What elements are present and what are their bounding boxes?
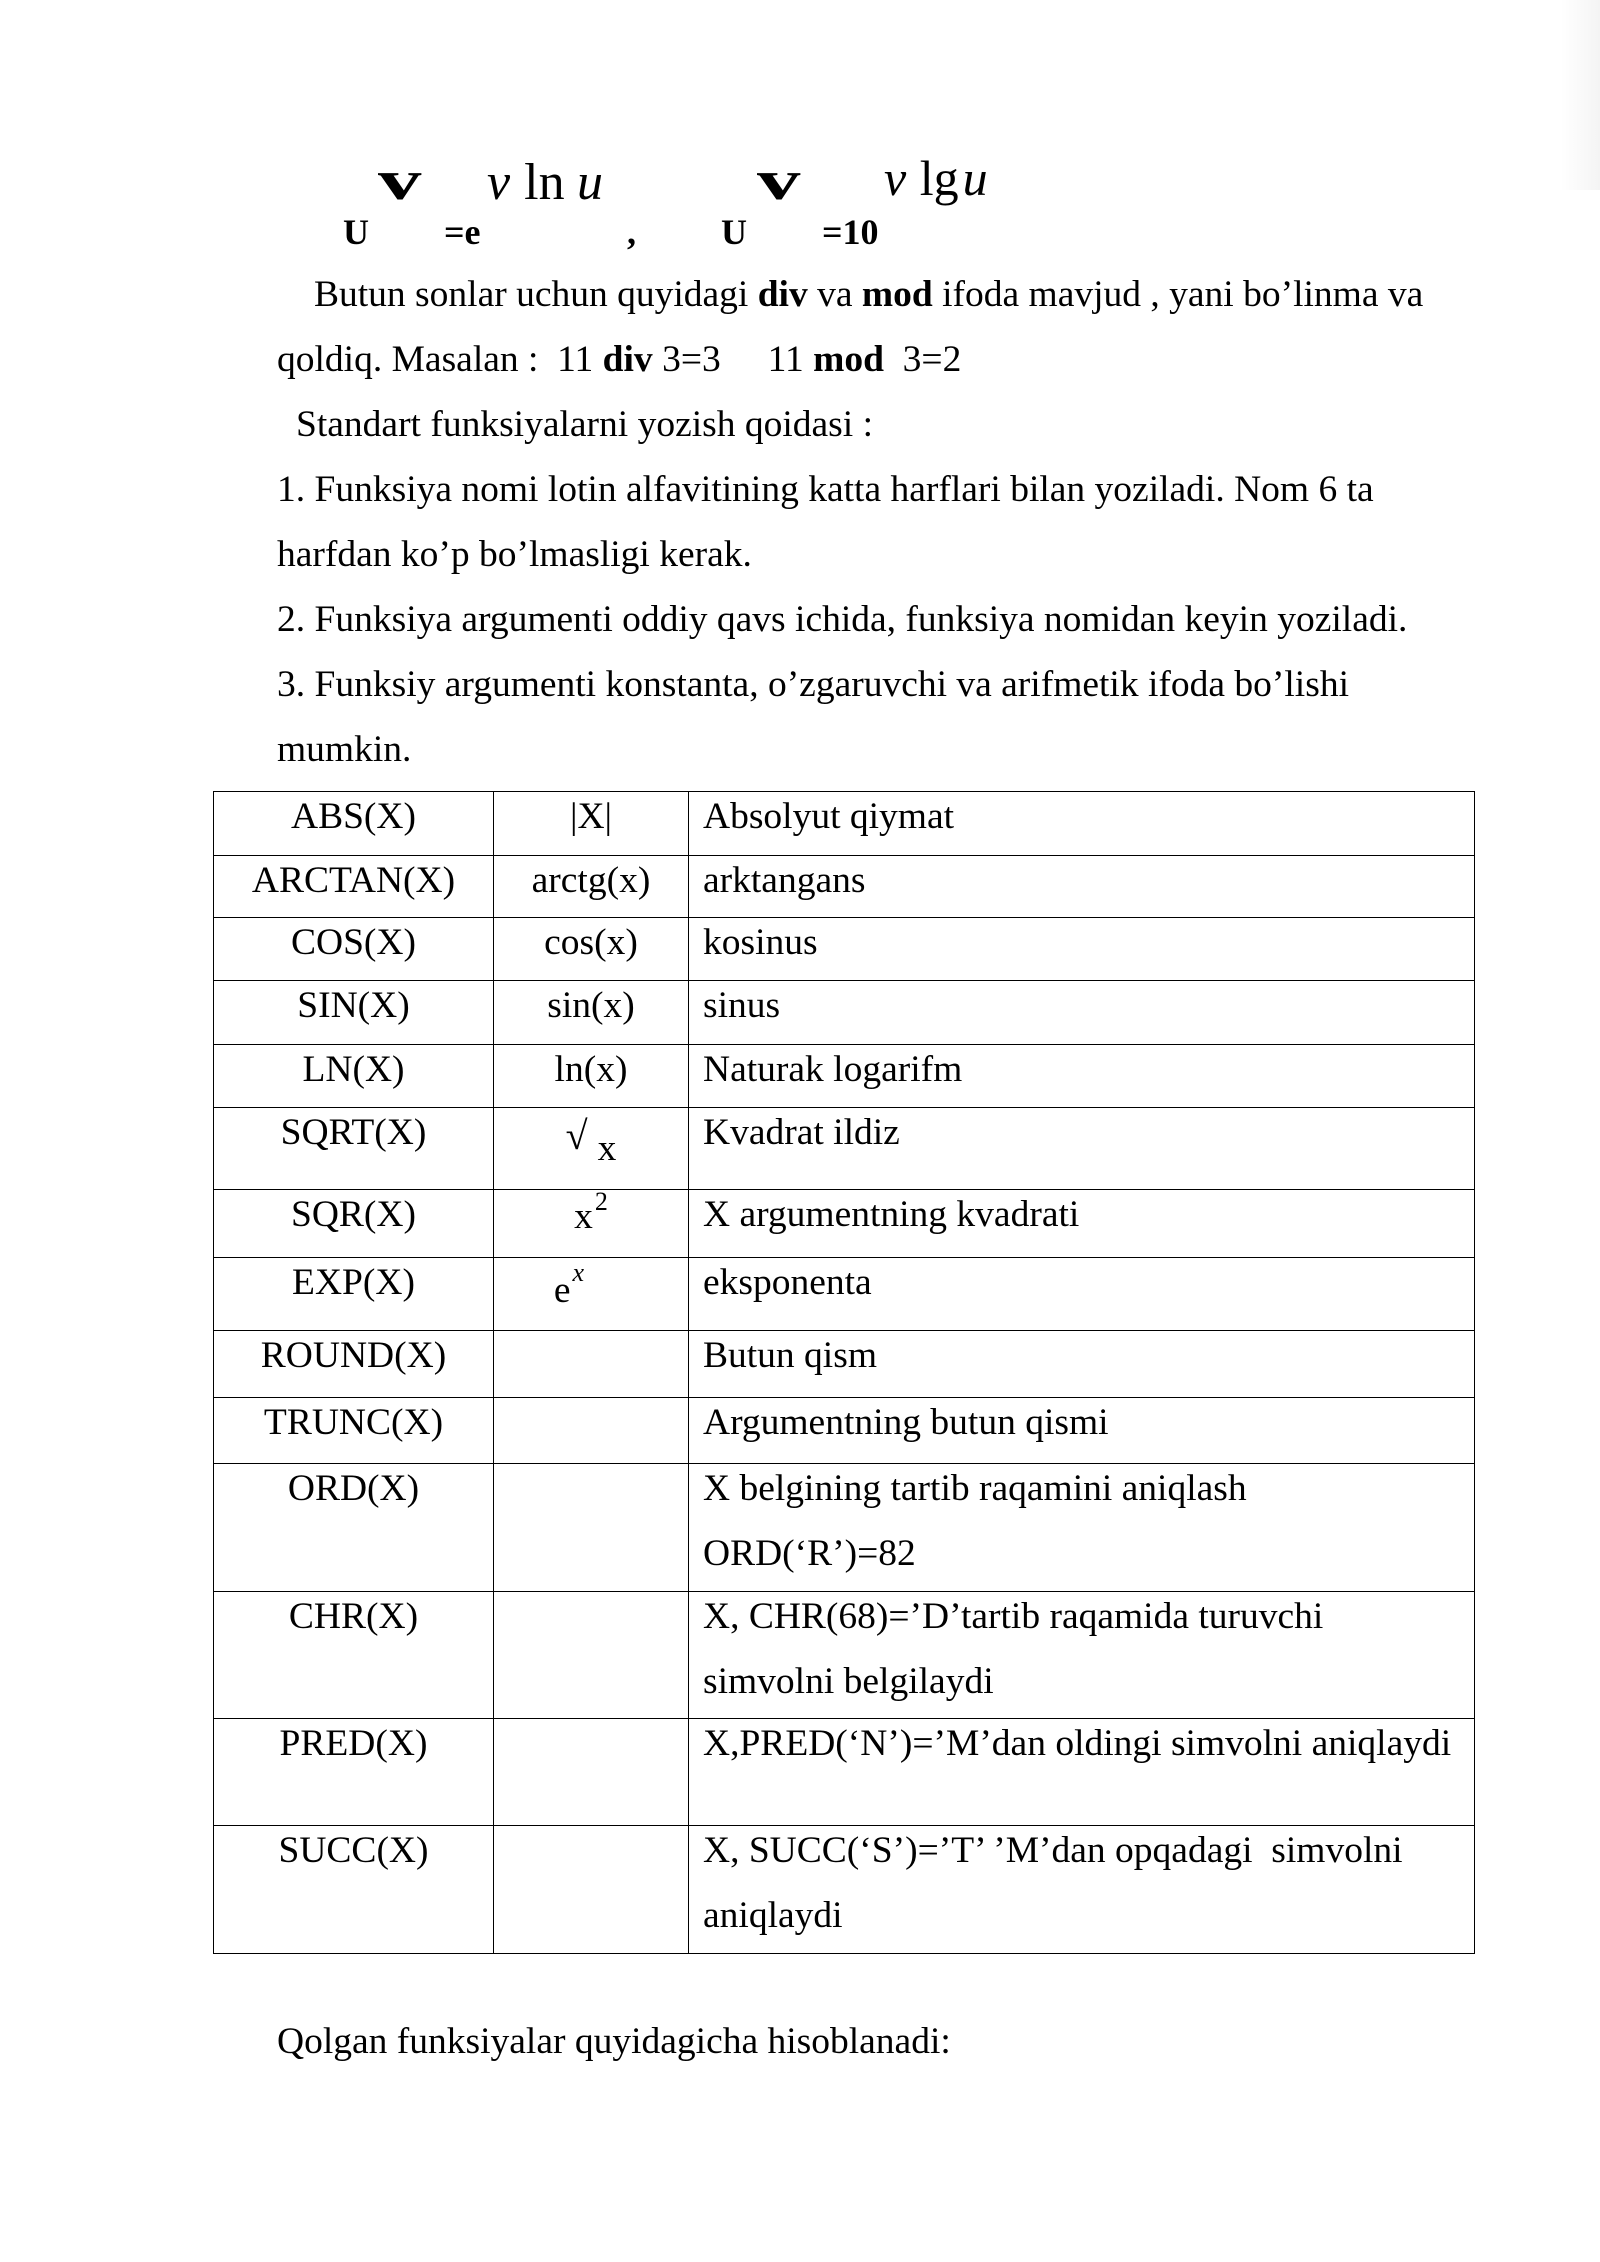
keyword-div: div	[602, 339, 653, 380]
formula-power-u: u	[962, 150, 988, 206]
table-row	[214, 1108, 1475, 1190]
description-line: sinus	[703, 985, 781, 1026]
formula-equals: =e	[444, 212, 481, 252]
math-notation: ln(x)	[554, 1049, 628, 1090]
math-notation-cell	[494, 1719, 689, 1826]
function-name-cell	[214, 792, 494, 856]
intro-line-2	[277, 327, 961, 392]
function-name-cell	[214, 1398, 494, 1464]
square-root-argument: x	[597, 1128, 617, 1169]
table-row	[214, 1826, 1475, 1954]
description-line: simvolni belgilaydi	[703, 1661, 994, 1702]
description-cell	[689, 856, 1475, 918]
power-base: e	[553, 1270, 571, 1311]
power-base: x	[574, 1196, 593, 1237]
description-line: Absolyut qiymat	[703, 796, 955, 837]
description-line: Argumentning butun qismi	[703, 1402, 1109, 1443]
function-name-cell	[214, 981, 494, 1045]
description-line: X,PRED(‘N’)=’M’dan oldingi simvolni aniqlaydi	[703, 1723, 1452, 1764]
function-name-cell	[214, 856, 494, 918]
function-name-cell	[214, 1826, 494, 1954]
formula-power-v: v	[884, 150, 907, 206]
table-row	[214, 1331, 1475, 1398]
functions-table	[213, 791, 1475, 1954]
math-notation-cell	[494, 1258, 689, 1331]
formula-power-expression	[884, 150, 988, 206]
description-line: Butun qism	[703, 1335, 877, 1376]
formula-equals: =10	[822, 212, 879, 252]
math-notation-cell	[494, 918, 689, 981]
math-notation-cell	[494, 1826, 689, 1954]
keyword-mod: mod	[813, 339, 884, 380]
function-name-cell	[214, 1331, 494, 1398]
formula-power-u: u	[577, 154, 604, 211]
table-row	[214, 918, 1475, 981]
formula-power-expression	[487, 154, 604, 211]
description-cell	[689, 1826, 1475, 1954]
description-line: ORD(‘R’)=82	[703, 1533, 916, 1574]
table-row	[214, 1592, 1475, 1719]
table-row	[214, 981, 1475, 1045]
description-cell	[689, 1108, 1475, 1190]
description-line: kosinus	[703, 922, 818, 963]
formula-exponent-v: v	[757, 150, 801, 212]
math-notation-cell	[494, 1331, 689, 1398]
function-name: ABS(X)	[290, 796, 416, 837]
function-name-cell	[214, 1719, 494, 1826]
table-row	[214, 1464, 1475, 1592]
keyword-div: div	[757, 274, 808, 315]
math-notation-cell	[494, 792, 689, 856]
text-segment: va	[807, 274, 862, 315]
math-notation-cell	[494, 1464, 689, 1592]
scan-shadow	[1560, 0, 1600, 190]
formula-exponent-v: v	[378, 150, 422, 212]
power-superscript: 2	[594, 1187, 608, 1216]
rule-item-2-line-1: 2. Funksiya argumenti oddiy qavs ichida, funksiya nomidan keyin yoziladi.	[277, 599, 1408, 640]
description-line: aniqlaydi	[703, 1895, 843, 1936]
rule-item-1-line-2: harfdan ko’p bo’lmasligi kerak.	[277, 534, 752, 575]
table-row	[214, 1045, 1475, 1108]
description-line: Naturak logarifm	[703, 1049, 963, 1090]
table-row	[214, 856, 1475, 918]
description-cell	[689, 1045, 1475, 1108]
description-cell	[689, 1398, 1475, 1464]
math-notation: sin(x)	[547, 985, 635, 1026]
function-name: COS(X)	[290, 922, 416, 963]
text-segment: qoldiq. Masalan : 11	[277, 339, 603, 380]
description-line: eksponenta	[703, 1262, 872, 1303]
description-cell	[689, 1331, 1475, 1398]
formula-power-fn: lg	[919, 150, 959, 206]
description-line: X, CHR(68)=’D’tartib raqamida turuvchi	[703, 1596, 1324, 1637]
description-cell	[689, 918, 1475, 981]
rule-item-3-line-1: 3. Funksiy argumenti konstanta, o’zgaruvchi va arifmetik ifoda bo’lishi	[277, 664, 1349, 705]
text-segment: 3=2	[883, 339, 962, 380]
function-name: ARCTAN(X)	[251, 860, 456, 901]
math-notation-cell	[494, 1592, 689, 1719]
description-line: X argumentning kvadrati	[703, 1194, 1080, 1235]
math-notation-cell	[494, 1187, 689, 1258]
description-line: X belgining tartib raqamini aniqlash	[703, 1468, 1247, 1509]
function-name: TRUNC(X)	[263, 1402, 444, 1443]
math-notation-cell	[494, 856, 689, 918]
description-cell	[689, 792, 1475, 856]
function-name: SQR(X)	[290, 1194, 416, 1235]
function-name: ROUND(X)	[260, 1335, 447, 1376]
description-cell	[689, 981, 1475, 1045]
function-name-cell	[214, 1045, 494, 1108]
square-root-sign: √	[565, 1113, 588, 1158]
description-line: Kvadrat ildiz	[703, 1112, 900, 1153]
text-segment: 3=3 11	[652, 339, 814, 380]
function-name: ORD(X)	[287, 1468, 420, 1509]
keyword-mod: mod	[861, 274, 933, 315]
function-name: PRED(X)	[279, 1723, 428, 1764]
table-row	[214, 1190, 1475, 1258]
rule-item-1-line-1: 1. Funksiya nomi lotin alfavitining katta harflari bilan yoziladi. Nom 6 ta	[277, 469, 1374, 510]
description-cell	[689, 1258, 1475, 1331]
exponent-notation	[553, 1258, 585, 1311]
math-notation-cell	[494, 1398, 689, 1464]
function-name-cell	[214, 1592, 494, 1719]
formula-separator: ,	[627, 212, 636, 252]
description-cell	[689, 1719, 1475, 1826]
rules-heading: Standart funksiyalarni yozish qoidasi :	[296, 404, 873, 445]
table-row	[214, 792, 1475, 856]
power-superscript: x	[572, 1258, 585, 1287]
closing-paragraph: Qolgan funksiyalar quyidagicha hisoblanadi:	[277, 2021, 951, 2062]
math-notation: cos(x)	[544, 922, 638, 963]
function-name-cell	[214, 1258, 494, 1331]
function-name: SUCC(X)	[278, 1830, 429, 1871]
function-name-cell	[214, 1190, 494, 1258]
math-notation: |X|	[569, 796, 613, 837]
table-row	[214, 1258, 1475, 1331]
table-row	[214, 1719, 1475, 1826]
description-cell	[689, 1592, 1475, 1719]
function-name-cell	[214, 918, 494, 981]
formula-base: U	[343, 212, 369, 252]
math-notation: arctg(x)	[531, 860, 651, 901]
text-segment: ifoda mavjud , yani bo’linma va	[932, 274, 1424, 315]
function-name: LN(X)	[302, 1049, 405, 1090]
description-cell	[689, 1190, 1475, 1258]
rule-item-3-line-2: mumkin.	[277, 729, 412, 770]
text-segment: Butun sonlar uchun quyidagi	[314, 274, 758, 315]
function-name-cell	[214, 1108, 494, 1190]
function-name: SQRT(X)	[280, 1112, 427, 1153]
formula-power-fn: ln	[524, 154, 565, 211]
math-notation-cell	[494, 1045, 689, 1108]
math-notation-cell	[494, 1108, 689, 1190]
function-name: CHR(X)	[288, 1596, 419, 1637]
function-name: EXP(X)	[292, 1262, 415, 1303]
math-notation-cell	[494, 981, 689, 1045]
description-line: arktangans	[703, 860, 866, 901]
description-cell	[689, 1464, 1475, 1592]
formula-base: U	[721, 212, 747, 252]
table-row	[214, 1398, 1475, 1464]
description-line: X, SUCC(‘S’)=’T’ ’M’dan opqadagi simvolni	[703, 1830, 1403, 1871]
function-name: SIN(X)	[297, 985, 410, 1026]
function-name-cell	[214, 1464, 494, 1592]
intro-line-1	[314, 262, 1423, 327]
formula-power-v: v	[487, 154, 511, 211]
